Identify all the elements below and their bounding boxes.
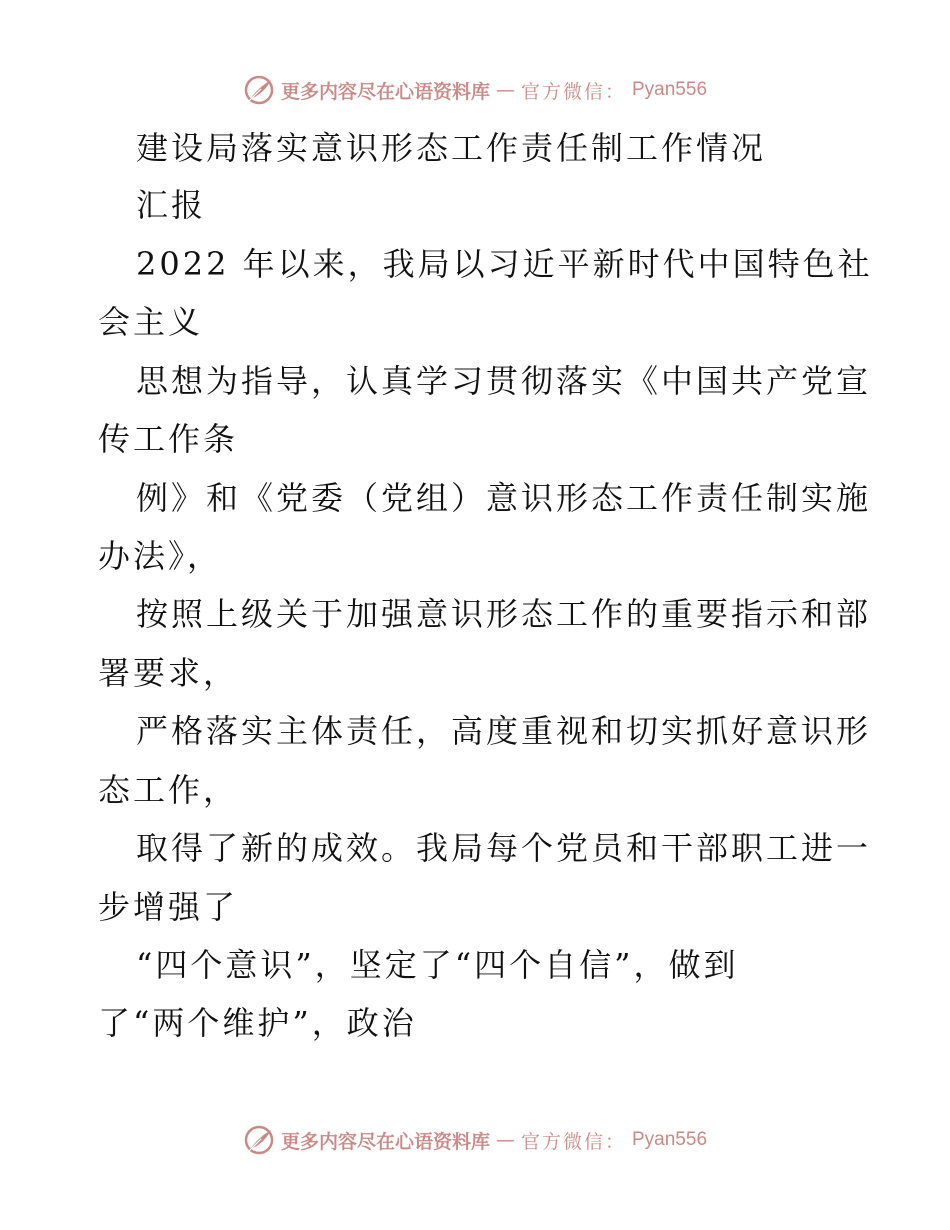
paragraph-line: 2022 年以来，我局以习近平新时代中国特色社 <box>136 245 873 283</box>
watermark-brand: 更多内容尽在心语资料库 <box>280 80 490 103</box>
feather-quill-logo-icon <box>243 1124 275 1156</box>
document-title-line-1: 建设局落实意识形态工作责任制工作情况 <box>136 129 767 167</box>
paragraph-line: 态工作， <box>98 771 239 809</box>
paragraph-line: 例》和《党委（党组）意识形态工作责任制实施 <box>136 479 872 517</box>
feather-quill-logo-icon <box>243 74 275 106</box>
watermark-label: 官方微信： <box>520 1130 626 1153</box>
watermark-label: 官方微信： <box>520 80 626 103</box>
paragraph-line: 步增强了 <box>98 888 239 926</box>
paragraph-line: 严格落实主体责任，高度重视和切实抓好意识形 <box>136 712 872 750</box>
watermark-brand: 更多内容尽在心语资料库 <box>280 1130 490 1153</box>
footer-watermark <box>0 1120 950 1160</box>
watermark-separator: — <box>495 79 515 101</box>
paragraph-line: 会主义 <box>98 303 204 341</box>
watermark-id: Pyan556 <box>632 79 708 100</box>
paragraph-line: 思想为指导，认真学习贯彻落实《中国共产党宣 <box>136 362 872 400</box>
document-title-line-2: 汇报 <box>136 186 207 224</box>
watermark-id: Pyan556 <box>632 1129 708 1150</box>
header-watermark <box>0 70 950 110</box>
watermark-separator: — <box>495 1129 515 1151</box>
paragraph-line: 传工作条 <box>98 420 239 458</box>
paragraph-line: 按照上级关于加强意识形态工作的重要指示和部 <box>136 595 872 633</box>
paragraph-line: 办法》， <box>98 537 223 575</box>
paragraph-line: 取得了新的成效。我局每个党员和干部职工进一 <box>136 829 872 867</box>
paragraph-line: 了“两个维护”，政治 <box>98 1004 417 1042</box>
paragraph-line: “四个意识”，坚定了“四个自信”，做到 <box>136 946 739 984</box>
paragraph-line: 署要求， <box>98 654 239 692</box>
